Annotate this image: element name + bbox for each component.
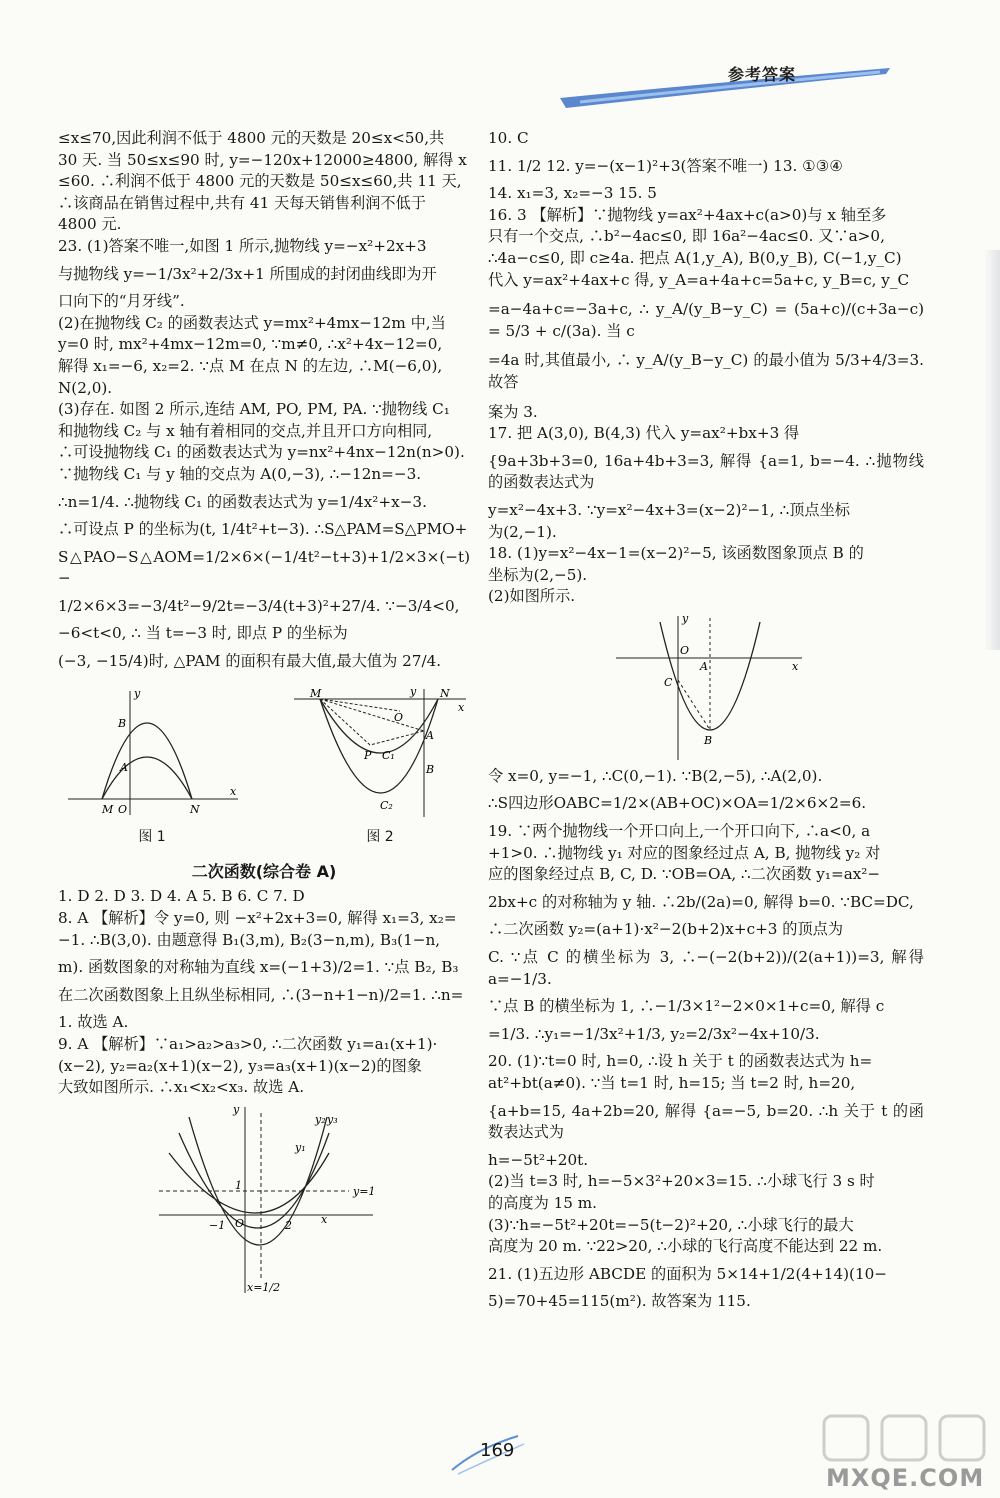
text-line: 8. A 【解析】令 y=0, 则 −x²+2x+3=0, 解得 x₁=3, x₂=: [58, 909, 457, 928]
fig3-y2-label: y₂: [315, 1112, 326, 1126]
text-line: 口向下的“月牙线”.: [58, 292, 185, 311]
figure-4-diagram: [606, 612, 806, 762]
fig3-xeq-label: x=1/2: [247, 1280, 281, 1294]
left-text-block: [58, 128, 470, 673]
text-line: (2)当 t=3 时, h=−5×3²+20×3=15. ∴小球飞行 3 s 时: [488, 1172, 875, 1191]
fig4-y-label: y: [682, 611, 689, 625]
text-line: 和抛物线 C₂ 与 x 轴有着相同的交点,并且开口方向相同,: [58, 421, 433, 440]
text-line: 11. 1/2 12. y=−(x−1)²+3(答案不唯一) 13. ①③④: [488, 156, 843, 175]
text-line: ∵抛物线 C₁ 与 y 轴的交点为 A(0,−3), ∴−12n=−3.: [58, 464, 422, 483]
watermark-text: MXQE.COM: [826, 1464, 985, 1492]
fig1-N-label: N: [190, 802, 200, 816]
left-column: [58, 128, 470, 1299]
text-line: 为(2,−1).: [488, 522, 557, 541]
figure-1: [62, 687, 242, 849]
text-line: 16. 3 【解析】∵抛物线 y=ax²+4ax+c(a>0)与 x 轴至多: [488, 205, 887, 224]
text-line: C. ∵点 C 的横坐标为 3, ∴−(−2(b+2))/(2(a+1))=3, 解得 a=−1/3.: [488, 948, 924, 988]
fig3-O-label: O: [235, 1216, 245, 1230]
right-text-block: [488, 128, 924, 608]
figures-row: [62, 687, 470, 849]
text-line: m). 函数图象的对称轴为直线 x=(−1+3)/2=1. ∵点 B₂, B₃: [58, 958, 459, 977]
fig1-O-label: O: [118, 802, 128, 816]
fig2-x-label: x: [458, 700, 465, 714]
section-title: 二次函数(综合卷 A): [191, 861, 337, 881]
text-line: 23. (1)答案不唯一,如图 1 所示,抛物线 y=−x²+2x+3: [58, 236, 427, 255]
fig4-x-label: x: [792, 659, 799, 673]
fig1-y-label: y: [134, 686, 141, 700]
fig3-yeq-label: y=1: [353, 1184, 376, 1198]
page-number: 169: [480, 1440, 515, 1461]
text-line: (−3, −15/4)时, △PAM 的面积有最大值,最大值为 27/4.: [58, 652, 442, 671]
fig1-M-label: M: [102, 802, 114, 816]
fig3-neg1-label: −1: [209, 1218, 226, 1232]
text-line: 21. (1)五边形 ABCDE 的面积为 5×14+1/2(4+14)(10−: [488, 1264, 888, 1283]
text-line: ∴可设抛物线 C₁ 的函数表达式为 y=nx²+4nx−12n(n>0).: [58, 443, 465, 462]
fig2-O-label: O: [394, 710, 404, 724]
text-line: 应的图象经过点 B, C, D. ∵OB=OA, ∴二次函数 y₁=ax²−: [488, 865, 881, 884]
text-line: (2)在抛物线 C₂ 的函数表达式 y=mx²+4mx−12m 中,当: [58, 313, 446, 332]
fig2-P-label: P: [364, 748, 372, 762]
text-line: 2bx+c 的对称轴为 y 轴. ∴2b/(2a)=0, 解得 b=0. ∵BC=DC,: [488, 892, 914, 911]
text-line: 在二次函数图象上且纵坐标相同, ∴(3−n+1−n)/2=1. ∴n=: [58, 985, 464, 1004]
text-line: y=x²−4x+3. ∵y=x²−4x+3=(x−2)²−1, ∴顶点坐标: [488, 500, 850, 519]
text-line: 代入 y=ax²+4ax+c 得, y_A=a+4a+c=5a+c, y_B=c, y_C: [488, 270, 910, 289]
fig2-A-label: A: [426, 728, 434, 742]
right-column: [488, 128, 924, 1313]
text-line: +1>0. ∴抛物线 y₁ 对应的图象经过点 A, B, 抛物线 y₂ 对: [488, 843, 881, 862]
figure-1-caption: 图 1: [138, 829, 166, 846]
text-line: −6<t<0, ∴ 当 t=−3 时, 即点 P 的坐标为: [58, 624, 348, 643]
figure-3-diagram: [149, 1103, 379, 1295]
text-line: =1/3. ∴y₁=−1/3x²+1/3, y₂=2/3x²−4x+10/3.: [488, 1024, 820, 1043]
text-line: N(2,0).: [58, 378, 113, 397]
text-line: 大致如图所示. ∴x₁<x₂<x₃. 故选 A.: [58, 1078, 305, 1097]
fig4-O-label: O: [680, 643, 690, 657]
text-line: ≤x≤70,因此利润不低于 4800 元的天数是 20≤x<50,共: [58, 129, 445, 147]
fig3-x-label: x: [321, 1212, 328, 1226]
text-line: (x−2), y₂=a₂(x+1)(x−2), y₃=a₃(x+1)(x−2)的图象: [58, 1056, 422, 1075]
fig2-M-label: M: [310, 686, 322, 700]
fig3-y-label: y: [233, 1102, 240, 1116]
text-line: 案为 3.: [488, 402, 538, 421]
text-line: h=−5t²+20t.: [488, 1150, 589, 1169]
fig2-N-label: N: [440, 686, 450, 700]
fig2-y-label: y: [410, 686, 417, 698]
text-line: {9a+3b+3=0, 16a+4b+3=3, 解得 {a=1, b=−4. ∴抛物线的函数表达式为: [488, 451, 924, 492]
text-line: ≤60. ∴利润不低于 4800 元的天数是 50≤x≤60,共 11 天,: [58, 172, 462, 191]
left-text-block-2: [58, 886, 470, 1098]
text-line: S△PAO−S△AOM=1/2×6×(−1/4t²−t+3)+1/2×3×(−t)−: [58, 547, 470, 588]
figure-2-caption: 图 2: [366, 829, 394, 846]
text-line: {a+b=15, 4a+2b=20, 解得 {a=−5, b=20. ∴h 关于 t 的函数表达式为: [488, 1101, 924, 1142]
text-line: =4a 时,其值最小, ∴ y_A/(y_B−y_C) 的最小值为 5/3+4/3=3. 故答: [488, 351, 924, 391]
text-line: at²+bt(a≠0). ∵当 t=1 时, h=15; 当 t=2 时, h=20,: [488, 1074, 856, 1092]
text-line: (3)∵h=−5t²+20t=−5(t−2)²+20, ∴小球飞行的最大: [488, 1215, 854, 1234]
figure-1-diagram: [62, 687, 242, 819]
text-line: 高度为 20 m. ∵22>20, ∴小球的飞行高度不能达到 22 m.: [488, 1237, 883, 1256]
text-line: 10. C: [488, 129, 529, 147]
text-line: ∴二次函数 y₂=(a+1)·x²−2(b+2)x+c+3 的顶点为: [488, 920, 844, 939]
text-line: (2)如图所示.: [488, 587, 576, 606]
text-line: 只有一个交点, ∴b²−4ac≤0, 即 16a²−4ac≤0. 又∵a>0,: [488, 227, 885, 246]
fig3-y1-label: y₁: [295, 1140, 306, 1154]
text-line: 5)=70+45=115(m²). 故答案为 115.: [488, 1292, 751, 1311]
fig1-B-label: B: [118, 716, 127, 730]
fig3-one-label: 1: [235, 1178, 242, 1192]
text-line: −1. ∴B(3,0). 由题意得 B₁(3,m), B₂(3−n,m), B₃(1−n,: [58, 930, 441, 949]
text-line: 18. (1)y=x²−4x−1=(x−2)²−5, 该函数图象顶点 B 的: [488, 544, 864, 563]
text-line: 17. 把 A(3,0), B(4,3) 代入 y=ax²+bx+3 得: [488, 424, 800, 443]
text-line: y=0 时, mx²+4mx−12m=0, ∵m≠0, ∴x²+4x−12=0,: [58, 335, 443, 354]
text-line: ∴可设点 P 的坐标为(t, 1/4t²+t−3). ∴S△PAM=S△PMO+: [58, 520, 468, 539]
text-line: 令 x=0, y=−1, ∴C(0,−1). ∵B(2,−5), ∴A(2,0).: [488, 766, 823, 785]
text-line: 坐标为(2,−5).: [488, 565, 588, 584]
text-line: 1. 故选 A.: [58, 1013, 129, 1032]
text-line: 解得 x₁=−6, x₂=2. ∵点 M 在点 N 的左边, ∴M(−6,0),: [58, 356, 443, 375]
fig3-two-label: 2: [285, 1218, 292, 1232]
text-line: 与抛物线 y=−1/3x²+2/3x+1 所围成的封闭曲线即为开: [58, 264, 437, 283]
fig1-A-label: A: [120, 760, 128, 774]
text-line: 30 天. 当 50≤x≤90 时, y=−120x+12000≥4800, 解得 x: [58, 150, 467, 169]
text-line: 的高度为 15 m.: [488, 1193, 597, 1212]
fig2-B-label: B: [426, 762, 435, 776]
text-line: 9. A 【解析】∵a₁>a₂>a₃>0, ∴二次函数 y₁=a₁(x+1)·: [58, 1035, 438, 1053]
text-line: =a−4a+c=−3a+c, ∴ y_A/(y_B−y_C) = (5a+c)/(c+3a−c) = 5/3 + c/(3a). 当 c: [488, 300, 924, 340]
text-line: ∴该商品在销售过程中,共有 41 天每天销售利润不低于: [58, 193, 426, 212]
text-line: ∵点 B 的横坐标为 1, ∴−1/3×1²−2×0×1+c=0, 解得 c: [488, 997, 885, 1016]
fig1-x-label: x: [230, 784, 237, 798]
figure-2: [290, 687, 470, 849]
text-line: ∴4a−c≤0, 即 c≥4a. 把点 A(1,y_A), B(0,y_B), C(−1,y_C): [488, 248, 902, 267]
text-line: 14. x₁=3, x₂=−3 15. 5: [488, 184, 657, 203]
header-title: 参考答案: [728, 65, 797, 84]
fig4-C-label: C: [664, 675, 673, 689]
right-text-block-2: [488, 766, 924, 1313]
text-line: (3)存在. 如图 2 所示,连结 AM, PO, PM, PA. ∵抛物线 C₁: [58, 400, 450, 419]
text-line: 4800 元.: [58, 215, 122, 234]
text-line: 1/2×6×3=−3/4t²−9/2t=−3/4(t+3)²+27/4. ∵−3/4<0,: [58, 596, 460, 615]
text-line: 20. (1)∵t=0 时, h=0, ∴设 h 关于 t 的函数表达式为 h=: [488, 1052, 873, 1071]
text-line: 1. D 2. D 3. D 4. A 5. B 6. C 7. D: [58, 887, 305, 906]
text-line: 19. ∵两个抛物线一个开口向上,一个开口向下, ∴a<0, a: [488, 822, 871, 841]
text-line: ∴n=1/4. ∴抛物线 C₁ 的函数表达式为 y=1/4x²+x−3.: [58, 492, 427, 511]
fig4-B-label: B: [704, 733, 713, 747]
fig2-C2-label: C₂: [380, 798, 393, 812]
fig3-y3-label: y₃: [327, 1112, 338, 1126]
fig4-A-label: A: [700, 659, 708, 673]
text-line: ∴S四边形OABC=1/2×(AB+OC)×OA=1/2×6×2=6.: [488, 794, 867, 813]
fig2-C1-label: C₁: [382, 748, 395, 762]
figure-2-diagram: [290, 687, 470, 819]
header-banner: [560, 62, 890, 110]
page-edge-shadow: [984, 250, 1000, 650]
